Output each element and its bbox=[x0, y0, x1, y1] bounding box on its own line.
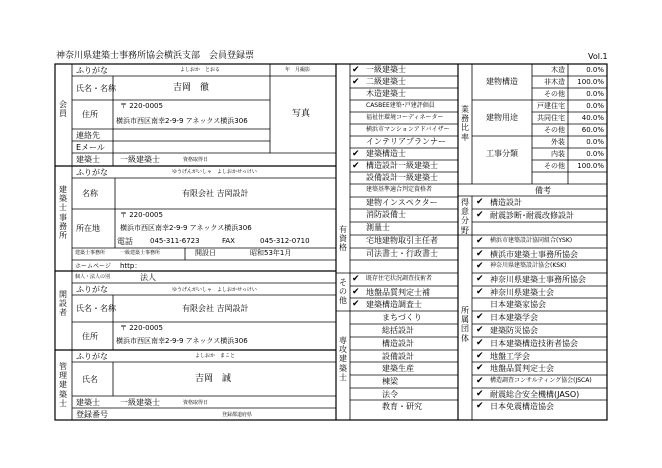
qual-checkbox[interactable]: ✔ bbox=[352, 149, 360, 159]
office-zip: 〒 220-0005 bbox=[120, 211, 163, 219]
ratio-value: 0.0% bbox=[586, 150, 604, 158]
ratio-row-label: 内装 bbox=[551, 150, 565, 158]
member-name-label: 氏名・名称 bbox=[76, 84, 116, 93]
member-license-label: 建築士 bbox=[76, 155, 100, 164]
member-furigana: よしおか とおる bbox=[180, 67, 221, 73]
org-item: 横浜市建築設計協同組合(YSK) bbox=[490, 237, 573, 244]
other-item: 既存住宅状況調査技術者 bbox=[366, 275, 433, 282]
specialist-section-label: 専攻建築士 bbox=[339, 336, 347, 382]
specialist-item: 教育・研究 bbox=[382, 402, 422, 411]
office-name: 有限会社 吉岡設計 bbox=[182, 189, 249, 198]
qual-checkbox[interactable]: ✔ bbox=[352, 77, 360, 87]
ratio-value: 0.0% bbox=[586, 138, 604, 146]
qual-item: 木造建築士 bbox=[366, 89, 406, 98]
quals-section-label: 有資格 bbox=[339, 225, 347, 253]
office-open-date: 昭和53年1月 bbox=[250, 249, 292, 257]
founder-type: 法人 bbox=[140, 273, 156, 282]
other-checkbox[interactable]: ✔ bbox=[352, 299, 360, 309]
qual-checkbox[interactable]: ✔ bbox=[352, 65, 360, 75]
qual-item: 横浜市マンションアドバイザー bbox=[366, 126, 450, 133]
member-license: 一級建築士 bbox=[120, 155, 160, 164]
office-address: 横浜市西区南幸2-9-9 アネックス横浜306 bbox=[120, 224, 252, 232]
founder-zip: 〒 220-0005 bbox=[120, 324, 163, 332]
member-zip: 〒 220-0005 bbox=[120, 102, 163, 110]
field-checkbox[interactable]: ✔ bbox=[476, 197, 484, 207]
ratio-value: 60.0% bbox=[581, 126, 604, 134]
org-checkbox[interactable]: ✔ bbox=[476, 351, 484, 361]
orgs-section-label: 所属団体 bbox=[461, 306, 469, 343]
photo-box[interactable]: 写真 bbox=[292, 109, 311, 119]
member-name: 吉岡 徹 bbox=[173, 83, 210, 93]
founder-furigana: ゆうげんがいしゃ よしおかせっけい bbox=[172, 287, 257, 293]
manager-license-note: 資格取得日 bbox=[183, 400, 209, 406]
office-hp-label: ホームページ bbox=[75, 263, 111, 270]
office-tel: 045-311-6723 bbox=[150, 237, 200, 245]
office-tel-label: 電話 bbox=[117, 237, 133, 246]
org-item: 横浜市建築士事務所協会 bbox=[490, 250, 578, 259]
ratio-value: 0.0% bbox=[586, 66, 604, 74]
org-item: 日本建築構造技術者協会 bbox=[490, 339, 578, 348]
qual-item: 建築構造士 bbox=[366, 149, 406, 158]
qual-item: 二級建築士 bbox=[366, 77, 406, 86]
field-checkbox[interactable]: ✔ bbox=[476, 210, 484, 220]
office-open-label: 開設日 bbox=[195, 249, 216, 257]
org-checkbox[interactable]: ✔ bbox=[476, 236, 484, 246]
version-label: Vol.1 bbox=[588, 52, 608, 61]
ratio-row-label: 共同住宅 bbox=[537, 114, 565, 122]
office-reg-type: 一級建築士事務所 bbox=[120, 250, 161, 256]
specialist-item: 法令 bbox=[382, 390, 398, 399]
photo-date-label: 年 月撮影 bbox=[285, 67, 311, 73]
qual-item: 建物インスペクター bbox=[366, 198, 438, 207]
specialist-item: 総括設計 bbox=[382, 326, 414, 335]
org-checkbox[interactable]: ✔ bbox=[476, 274, 484, 284]
member-license-note: 資格取得日 bbox=[183, 157, 209, 163]
org-checkbox[interactable]: ✔ bbox=[476, 249, 484, 259]
member-email-label: Eメール bbox=[76, 143, 105, 152]
founder-section-label: 開設者 bbox=[59, 290, 67, 318]
qual-item: CASBEE建築･戸建評価員 bbox=[366, 102, 435, 109]
others-section-label: その他 bbox=[339, 278, 347, 306]
office-fax: 045-312-0710 bbox=[260, 237, 310, 245]
form-title: 神奈川県建築士事務所協会横浜支部 会員登録票 bbox=[56, 51, 255, 61]
ratio-row-label: 戸建住宅 bbox=[537, 102, 565, 110]
office-hp[interactable]: http： bbox=[120, 262, 142, 270]
org-checkbox[interactable]: ✔ bbox=[476, 325, 484, 335]
qual-item: 宅地建物取引主任者 bbox=[366, 236, 438, 245]
founder-addr-label: 住所 bbox=[82, 332, 98, 341]
org-item: 建築防災協会 bbox=[490, 326, 538, 335]
ratio-value: 0.0% bbox=[586, 90, 604, 98]
manager-regno-note: 登録都道府県 bbox=[222, 412, 253, 418]
founder-address: 横浜市西区南幸2-9-9 アネックス横浜306 bbox=[116, 337, 248, 345]
ratio-group-label: 建物用途 bbox=[486, 113, 518, 122]
org-item: 神奈川県建築設計協会(KSK) bbox=[490, 262, 567, 269]
org-item: 構造調査コンサルティング協会(JSCA) bbox=[490, 377, 592, 384]
member-address: 横浜市西区南幸2-9-9 アネックス横浜306 bbox=[116, 117, 248, 125]
specialist-item: 構造設計 bbox=[382, 339, 414, 348]
org-item: 地盤品質判定士会 bbox=[490, 364, 554, 373]
other-checkbox[interactable]: ✔ bbox=[352, 274, 360, 284]
org-checkbox[interactable]: ✔ bbox=[476, 338, 484, 348]
org-item: 地盤工学会 bbox=[490, 352, 530, 361]
specialist-item: まちづくり bbox=[382, 313, 422, 322]
member-furigana-label: ふりがな bbox=[76, 66, 108, 75]
specialist-item: 建築生産 bbox=[382, 364, 414, 373]
ratio-row-label: その他 bbox=[544, 90, 565, 98]
org-item: 日本建築家協会 bbox=[490, 300, 546, 309]
org-checkbox[interactable]: ✔ bbox=[476, 312, 484, 322]
founder-furigana-label: ふりがな bbox=[76, 285, 108, 294]
manager-furigana: よしおか まこと bbox=[195, 353, 236, 359]
manager-license: 一級建築士 bbox=[120, 398, 160, 407]
org-checkbox[interactable]: ✔ bbox=[476, 389, 484, 399]
qual-item: 福祉住環境コーディネーター bbox=[366, 114, 444, 121]
office-furigana-label: ふりがな bbox=[76, 168, 108, 177]
ratio-value: 0.0% bbox=[586, 102, 604, 110]
org-checkbox[interactable]: ✔ bbox=[476, 376, 484, 386]
qual-item: 司法書士・行政書士 bbox=[366, 249, 438, 258]
other-item: 地盤品質判定士補 bbox=[366, 288, 430, 297]
field-item: 構造設計 bbox=[490, 198, 522, 207]
ratio-row-label: 外装 bbox=[551, 138, 565, 146]
specialist-item: 設備設計 bbox=[382, 352, 414, 361]
manager-name: 吉岡 誠 bbox=[195, 374, 232, 384]
ratio-section-label: 業務比率 bbox=[461, 105, 469, 142]
org-item: 耐震総合安全機構(JASO) bbox=[490, 390, 580, 399]
office-section-label: 建築士事務所 bbox=[59, 185, 67, 240]
specialist-item: 棟梁 bbox=[382, 377, 398, 386]
member-contact-label: 連絡先 bbox=[76, 131, 100, 140]
founder-type-label: 個人・法人の別 bbox=[75, 274, 111, 280]
office-fax-label: FAX bbox=[222, 237, 235, 245]
ratio-group-label: 建物構造 bbox=[486, 77, 518, 86]
qual-item: インテリアプランナー bbox=[366, 137, 446, 146]
qual-checkbox[interactable]: ✔ bbox=[352, 161, 360, 171]
other-item: 建築構造調査士 bbox=[366, 300, 422, 309]
ratio-value: 100.0% bbox=[577, 162, 604, 170]
manager-regno-label: 登録番号 bbox=[76, 410, 108, 419]
fields-section-label: 得意分野 bbox=[461, 198, 469, 235]
other-checkbox[interactable]: ✔ bbox=[352, 287, 360, 297]
org-item: 日本免震構造協会 bbox=[490, 402, 554, 411]
qual-item: 構造設計一級建築士 bbox=[366, 161, 438, 170]
office-reg-label: 建築士事務所 bbox=[75, 250, 106, 256]
qual-item: 設備設計一級建築士 bbox=[366, 173, 438, 182]
ratio-group-label: 工事分類 bbox=[486, 149, 518, 158]
manager-license-label: 建築士 bbox=[76, 398, 100, 407]
org-checkbox[interactable]: ✔ bbox=[476, 287, 484, 297]
org-item: 日本建築学会 bbox=[490, 313, 538, 322]
ratio-row-label: 非木造 bbox=[544, 78, 565, 86]
founder-name: 有限会社 吉岡設計 bbox=[182, 304, 249, 313]
manager-section-label: 管理建築士 bbox=[59, 362, 67, 408]
ratio-row-label: その他 bbox=[544, 162, 565, 170]
manager-furigana-label: ふりがな bbox=[76, 352, 108, 361]
office-addr-label: 所在地 bbox=[76, 224, 100, 233]
field-item: 耐震診断･耐震改修設計 bbox=[490, 211, 574, 220]
qual-item: 消防設備士 bbox=[366, 210, 406, 219]
office-name-label: 名称 bbox=[82, 189, 98, 198]
ratio-row-label: その他 bbox=[544, 126, 565, 134]
ratio-row-label: 木造 bbox=[551, 66, 565, 74]
org-checkbox[interactable]: ✔ bbox=[476, 363, 484, 373]
member-address-label: 住所 bbox=[82, 110, 98, 119]
org-checkbox[interactable]: ✔ bbox=[476, 401, 484, 411]
org-item: 神奈川県建築士事務所協会 bbox=[490, 275, 586, 284]
remarks-label: 備考 bbox=[535, 186, 551, 195]
org-item: 神奈川県建築士会 bbox=[490, 288, 554, 297]
manager-name-label: 氏名 bbox=[82, 375, 98, 384]
qual-item: 測量士 bbox=[366, 223, 390, 232]
ratio-value: 100.0% bbox=[577, 78, 604, 86]
ratio-value: 40.0% bbox=[581, 114, 604, 122]
founder-name-label: 氏名・名称 bbox=[76, 304, 116, 313]
qual-item: 建築基準適合判定資格者 bbox=[366, 186, 433, 193]
qual-item: 一級建築士 bbox=[366, 65, 406, 74]
office-furigana: ゆうげんがいしゃ よしおかせっけい bbox=[172, 169, 257, 175]
org-checkbox[interactable]: ✔ bbox=[476, 261, 484, 271]
member-section-label: 会員 bbox=[59, 100, 67, 119]
